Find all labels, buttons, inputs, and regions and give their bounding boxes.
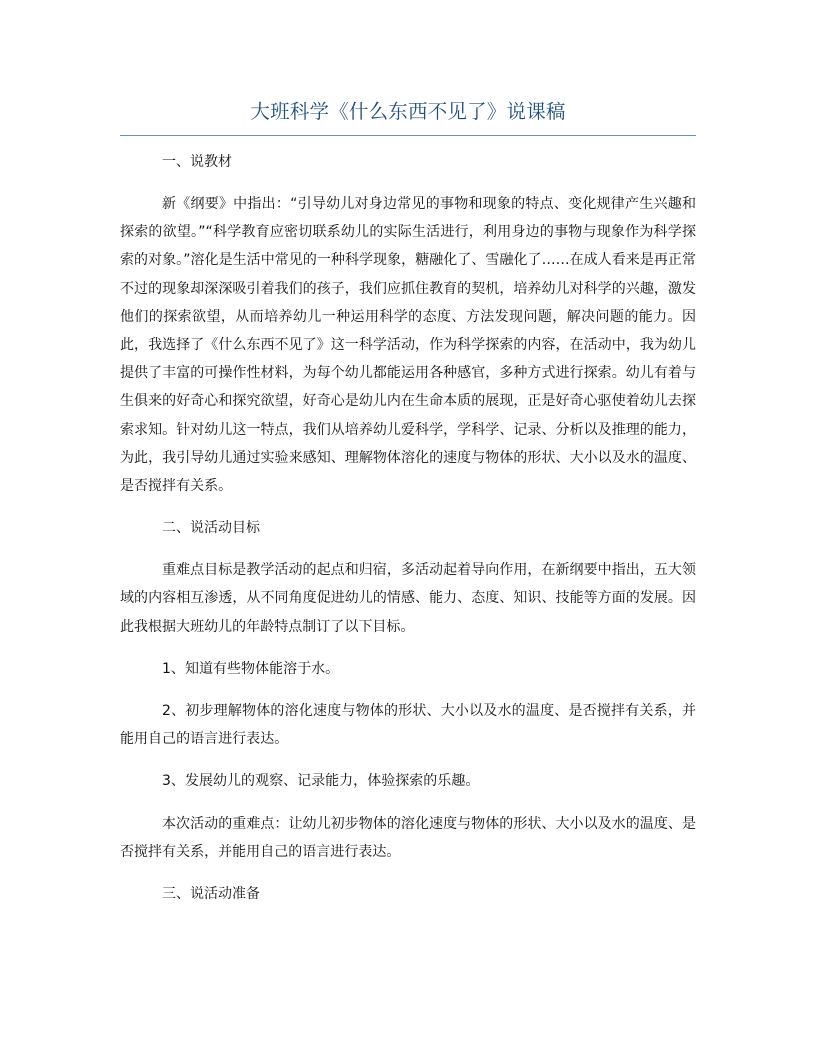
paragraph-key-difficult-points: 本次活动的重难点：让幼儿初步物体的溶化速度与物体的形状、大小以及水的温度、是否搅拌有关系，并能用自己的语言进行表达。 (120, 815, 696, 860)
section-heading-activity-preparation: 三、说活动准备 (162, 886, 260, 903)
document-title: 大班科学《什么东西不见了》说课稿 (250, 100, 566, 123)
section-heading-teaching-material: 一、说教材 (162, 154, 232, 170)
title-block (120, 98, 696, 136)
goal-item-3: 3、发展幼儿的观察、记录能力，体验探索的乐趣。 (162, 773, 480, 790)
paragraph-goals-intro: 重难点目标是教学活动的起点和归宿，多活动起着导向作用，在新纲要中指出，五大领域的内容相互渗透，从不同角度促进幼儿的情感、能力、态度、知识、技能等方面的发展。因此我根据大班幼儿的年龄特点制订了以下目标。 (120, 562, 696, 635)
document-body (120, 148, 696, 922)
goal-item-1: 1、知道有些物体能溶于水。 (162, 660, 340, 677)
section-heading-activity-goals: 二、说活动目标 (162, 520, 260, 537)
goal-item-2: 2、初步理解物体的溶化速度与物体的形状、大小以及水的温度、是否搅拌有关系，并能用自己的语言进行表达。 (120, 703, 696, 748)
paragraph-teaching-material: 新《纲要》中指出：“引导幼儿对身边常见的事物和现象的特点、变化规律产生兴趣和探索的欲望。”“科学教育应密切联系幼儿的实际生活进行，利用身边的事物与现象作为科学探索的对象。”溶化是生活中常见的一种科学现象，糖融化了、雪融化了……在成人看来是再正常不过的现象却深深吸引着我们的孩子，我们应抓住教育的契机，培养幼儿对科学的兴趣，激发他们的探索欲望，从而培养幼儿一种运用科学的态度、方法发现问题，解决问题的能力。因此，我选择了《什么东西不见了》这一科学活动，作为科学探索的内容，在活动中，我为幼儿提供了丰富的可操作性材料，为每个幼儿都能运用各种感官，多种方式进行探索。幼儿有着与生俱来的好奇心和探究欲望，好奇心是幼儿内在生命本质的展现，正是好奇心驱使着幼儿去探索求知。针对幼儿这一特点，我们从培养幼儿爱科学，学科学、记录、分析以及推理的能力，为此，我引导幼儿通过实验来感知、理解物体溶化的速度与物体的形状、大小以及水的温度、是否搅拌有关系。 (120, 196, 696, 495)
